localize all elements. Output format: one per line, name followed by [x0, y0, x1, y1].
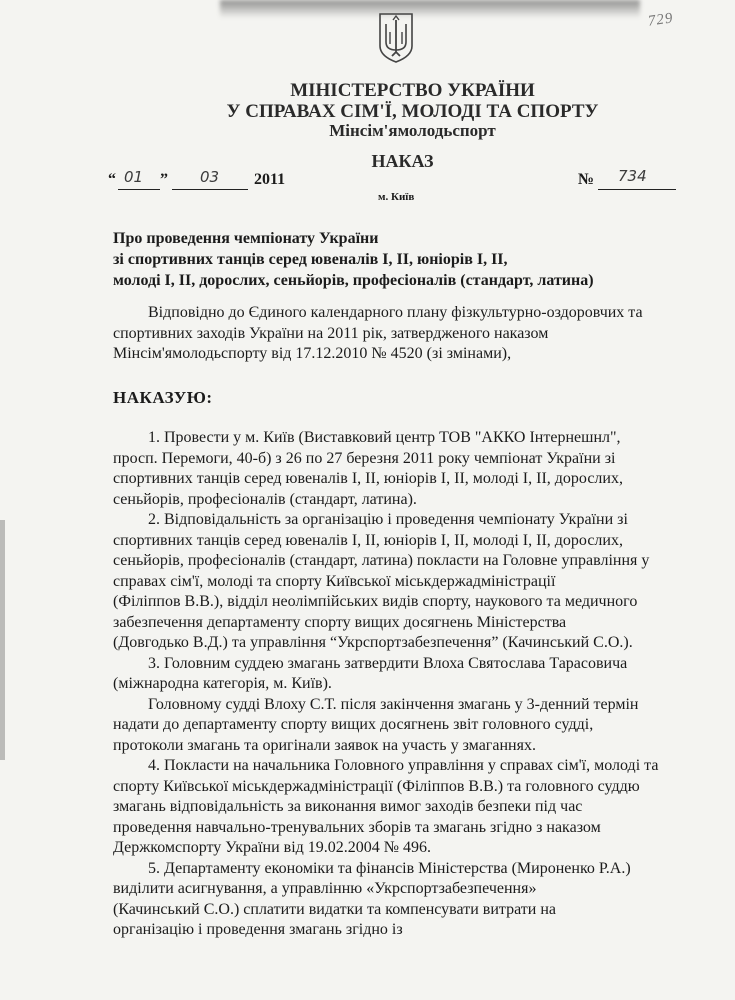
ministry-short-name: Мінсім'ямолодьспорт — [329, 121, 496, 140]
date-quote-close: ” — [160, 171, 168, 188]
ministry-title-line2: У СПРАВАХ СІМ'Ї, МОЛОДІ ТА СПОРТУ — [226, 101, 599, 122]
order-body — [113, 428, 693, 941]
body-line: надати до департаменту спорту вищих досягнень звіт головного судді, — [113, 716, 594, 733]
body-line: Держкомспорту України від 19.02.2004 № 496. — [113, 839, 432, 856]
city-label: м. Київ — [378, 191, 415, 203]
body-line: 3. Головним суддею змагань затвердити Влоха Святослава Тарасовича — [148, 654, 628, 672]
subject-line: молоді І, ІІ, дорослих, сеньйорів, професіоналів (стандарт, латина) — [113, 272, 594, 289]
subject-line: зі спортивних танців серед ювеналів І, ІІ, юніорів І, ІІ, — [113, 251, 508, 268]
ministry-title-line1: МІНІСТЕРСТВО УКРАЇНИ — [290, 80, 535, 101]
preamble — [113, 303, 693, 365]
body-line: спортивних танців серед ювеналів І, ІІ, юніорів І, ІІ, молоді І, ІІ, дорослих, — [113, 531, 623, 549]
body-line: сеньйорів, професіоналів (стандарт, латина) покласти на Головне управління у — [113, 552, 650, 569]
date-year: 2011 — [254, 171, 286, 188]
body-line: змагань відповідальність за виконання вимог заходів безпеки під час — [113, 798, 583, 815]
body-line: 1. Провести у м. Київ (Виставковий центр ТОВ "АККО Інтернешнл", — [148, 429, 621, 446]
body-line: (Філіппов В.В.), відділ неолімпійських видів спорту, наукового та медичного — [113, 593, 638, 610]
number-underline — [598, 189, 676, 190]
order-word: НАКАЗУЮ: — [113, 388, 213, 407]
text-run: Відповідно до Єдиного календарного плану фізкультурно-оздоровчих та — [148, 304, 643, 321]
body-line: просп. Перемоги, 40-б) з 26 по 27 березня 2011 року чемпіонат України зі — [113, 449, 616, 467]
body-line: протоколи змагань та оригінали заявок на участь у змаганнях. — [113, 736, 536, 754]
body-line: виділити асигнування, а управлінню «Укрспортзабезпечення» — [113, 880, 537, 897]
text-run: спортивних заходів України на 2011 рік, затвердженого наказом — [113, 324, 549, 342]
body-line: (Качинський С.О.) сплатити видатки та компенсувати витрати на — [113, 900, 556, 918]
scan-shadow-top — [220, 0, 640, 18]
day-underline — [118, 189, 160, 190]
body-line: 4. Покласти на начальника Головного управління у справах сім'ї, молоді та — [148, 757, 659, 774]
body-line: проведення навчально-тренувальних зборів та змагань згідно з наказом — [113, 818, 601, 836]
scan-shadow-left — [0, 520, 5, 760]
body-line: справах сім'ї, молоді та спорту Київської міськдержадміністрації — [113, 572, 556, 590]
body-line: (Довгодько В.Д.) та управління “Укрспортзабезпечення” (Качинський С.О.). — [113, 634, 633, 651]
body-line: організацію і проведення змагань згідно із — [113, 921, 403, 938]
month-underline — [172, 189, 248, 190]
order-number-label: № — [578, 171, 595, 188]
body-line: спортивних танців серед ювеналів І, ІІ, юніорів І, ІІ, молоді І, ІІ, дорослих, — [113, 470, 623, 487]
body-line: Головному судді Влоху С.Т. після закінчення змагань у 3-денний термін — [148, 695, 639, 713]
body-line: 5. Департаменту економіки та фінансів Міністерства (Мироненко Р.А.) — [148, 859, 631, 877]
body-line: забезпечення департаменту спорту вищих досягнень Міністерства — [113, 613, 567, 631]
trident-emblem-icon — [378, 12, 414, 64]
body-line: (міжнародна категорія, м. Київ). — [113, 675, 332, 692]
handwritten-corner-mark: 729 — [646, 10, 675, 30]
subject-line: Про проведення чемпіонату України — [113, 230, 379, 247]
preamble-line: Мінсім'ямолодьспорту від 17.12.2010 № 4520 (зі змінами), — [113, 345, 512, 362]
body-line: спорту Київської міськдержадміністрації (Філіппов В.В.) та головного суддю — [113, 777, 640, 795]
date-month: 03 — [200, 168, 220, 186]
body-line: 2. Відповідальність за організацію і проведення чемпіонату України зі — [148, 511, 628, 528]
document-type-title: НАКАЗ — [371, 151, 434, 171]
body-line: сеньйорів, професіоналів (стандарт, латина). — [113, 490, 417, 508]
date-quote-open: “ — [108, 171, 116, 188]
order-number: 734 — [618, 167, 647, 185]
order-subject — [113, 228, 693, 291]
date-day: 01 — [124, 168, 144, 186]
preamble-line — [113, 303, 693, 324]
preamble-line — [113, 324, 693, 345]
